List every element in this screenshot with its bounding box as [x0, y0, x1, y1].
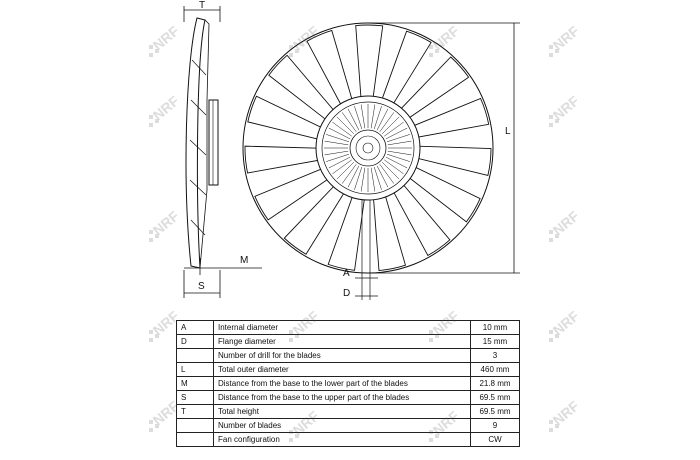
svg-text:NRF: NRF: [549, 22, 582, 54]
svg-text:NRF: NRF: [549, 207, 582, 239]
svg-text:NRF: NRF: [549, 397, 582, 429]
dimension-label-D: D: [343, 288, 351, 299]
svg-text:NRF: NRF: [429, 22, 462, 54]
dimension-label-M: M: [240, 255, 249, 266]
dimension-label-S: S: [198, 281, 205, 292]
svg-text:NRF: NRF: [549, 307, 582, 339]
spec-code: [177, 419, 214, 433]
svg-text:NRF: NRF: [149, 92, 182, 124]
spec-code: L: [177, 363, 214, 377]
dimension-label-L: L: [505, 126, 511, 137]
spec-row: [177, 405, 520, 419]
spec-value: 3: [471, 349, 520, 363]
dimension-M: [184, 258, 262, 275]
spec-code: [177, 433, 214, 447]
nrf-watermark-logo: [545, 390, 589, 434]
spec-table: [176, 320, 520, 447]
fan-blade: [373, 195, 405, 271]
spec-row: [177, 377, 520, 391]
fan-side-view: [186, 18, 218, 268]
spec-description: Distance from the base to the upper part of the blades: [214, 391, 471, 405]
svg-text:NRF: NRF: [289, 307, 322, 339]
spec-row: [177, 335, 520, 349]
spec-value: 21.8 mm: [471, 377, 520, 391]
dimension-label-A: A: [343, 268, 350, 279]
svg-text:NRF: NRF: [149, 397, 182, 429]
spec-description: Internal diameter: [214, 321, 471, 335]
spec-description: Total outer diameter: [214, 363, 471, 377]
spec-description: Number of blades: [214, 419, 471, 433]
spec-value: 10 mm: [471, 321, 520, 335]
nrf-watermark-logo: [545, 300, 589, 344]
spec-value: 460 mm: [471, 363, 520, 377]
spec-value: 15 mm: [471, 335, 520, 349]
fan-blade: [417, 146, 491, 175]
spec-value: 69.5 mm: [471, 405, 520, 419]
spec-code: M: [177, 377, 214, 391]
svg-text:NRF: NRF: [429, 307, 462, 339]
dimension-label-T: T: [199, 0, 206, 11]
svg-text:NRF: NRF: [149, 207, 182, 239]
spec-row: [177, 433, 520, 447]
spec-description: Distance from the base to the lower part of the blades: [214, 377, 471, 391]
fan-front-view: [243, 23, 493, 273]
spec-row: [177, 363, 520, 377]
fan-blade: [245, 146, 319, 173]
spec-code: T: [177, 405, 214, 419]
spec-description: Fan configuration: [214, 433, 471, 447]
svg-text:NRF: NRF: [149, 22, 182, 54]
svg-text:NRF: NRF: [149, 307, 182, 339]
fan-blade: [356, 25, 383, 98]
svg-text:NRF: NRF: [289, 22, 322, 54]
spec-description: Flange diameter: [214, 335, 471, 349]
spec-code: D: [177, 335, 214, 349]
svg-text:NRF: NRF: [429, 407, 462, 439]
spec-value: CW: [471, 433, 520, 447]
spec-row: [177, 349, 520, 363]
spec-description: Total height: [214, 405, 471, 419]
spec-code: S: [177, 391, 214, 405]
spec-code: [177, 349, 214, 363]
spec-row: [177, 419, 520, 433]
spec-description: Number of drill for the blades: [214, 349, 471, 363]
spec-value: 69.5 mm: [471, 391, 520, 405]
spec-row: [177, 321, 520, 335]
spec-code: A: [177, 321, 214, 335]
spec-row: [177, 391, 520, 405]
svg-text:NRF: NRF: [549, 92, 582, 124]
spec-value: 9: [471, 419, 520, 433]
svg-text:NRF: NRF: [289, 407, 322, 439]
